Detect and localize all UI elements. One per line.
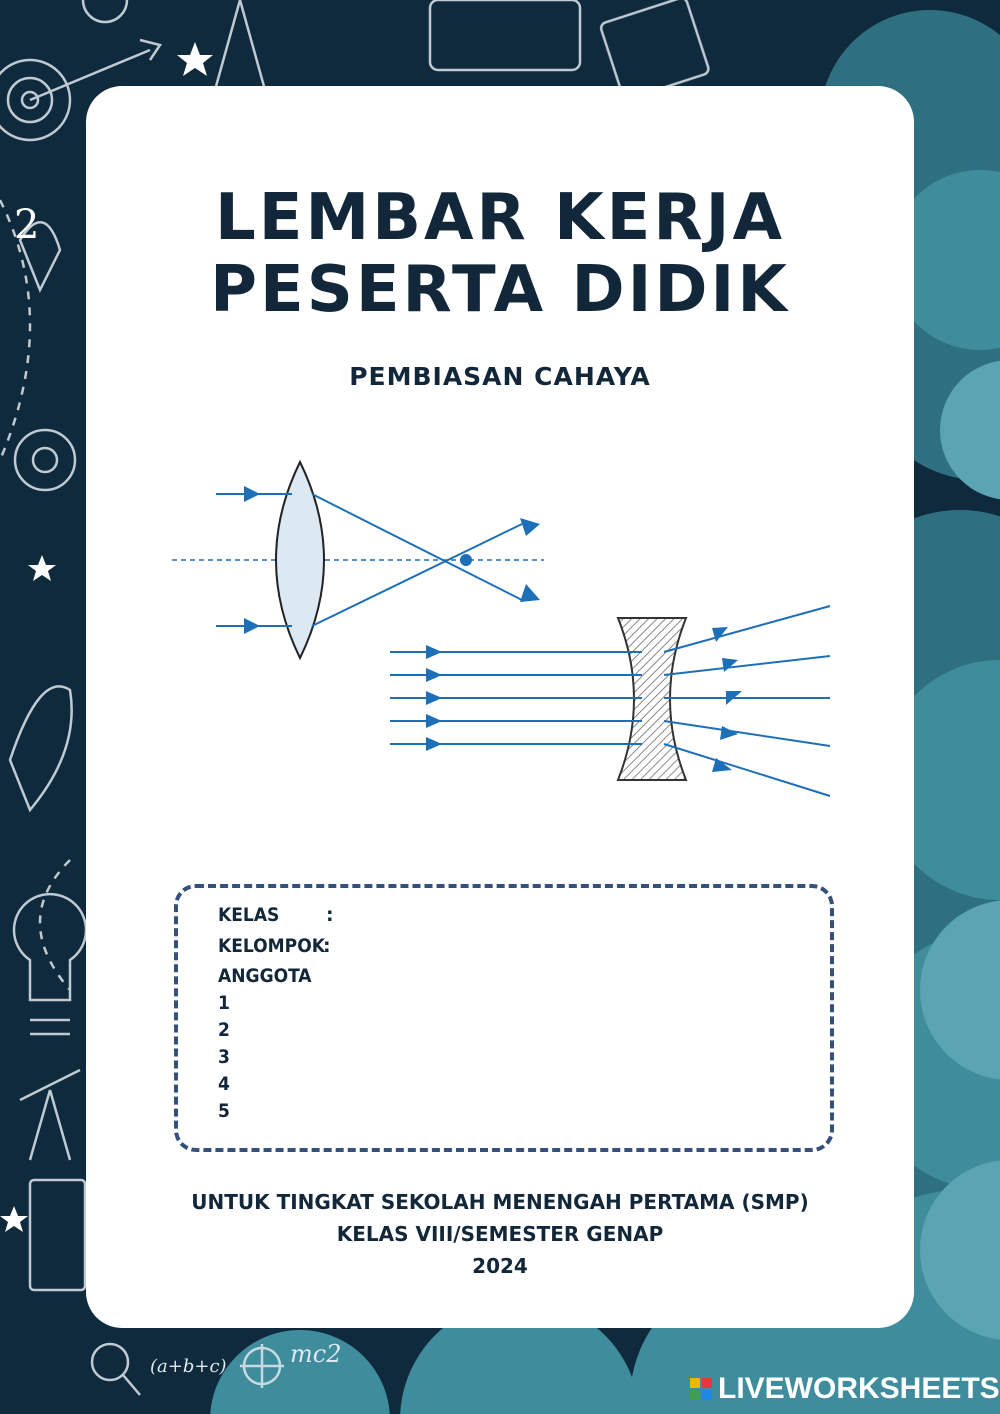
star-icon: [28, 555, 56, 581]
focal-point: [460, 554, 472, 566]
liveworksheets-mark-icon: [690, 1378, 712, 1400]
concave-lens-diagram: [390, 606, 830, 796]
expr-doodle: (a+b+c): [150, 1356, 227, 1377]
telescope-icon: [20, 1070, 80, 1160]
member-number: 1: [218, 992, 230, 1014]
member-number: 5: [218, 1100, 230, 1122]
brand-name: LIVEWORKSHEETS: [718, 1372, 1000, 1405]
refraction-diagram: [86, 86, 914, 846]
member-number: 3: [218, 1046, 230, 1068]
anggota-label: ANGGOTA: [218, 965, 312, 987]
star-icon: [0, 1206, 28, 1232]
kelas-label: KELAS: [218, 904, 280, 926]
concave-arrows: [426, 627, 742, 772]
gear-icon: [15, 430, 75, 490]
book-icon: [30, 1180, 85, 1290]
footer-school-level: UNTUK TINGKAT SEKOLAH MENENGAH PERTAMA (SMP): [191, 1190, 809, 1214]
kelompok-label: KELOMPOK: [218, 935, 325, 957]
kelas-colon: :: [326, 904, 334, 926]
target-icon: [0, 60, 70, 140]
convex-rays: [216, 494, 522, 626]
title-line-2: PESERTA DIDIK: [210, 253, 790, 327]
lightbulb-icon: [14, 894, 86, 1000]
chart-doodle: [430, 0, 580, 70]
cover-card: [86, 86, 914, 1328]
footer-class-semester: KELAS VIII/SEMESTER GENAP: [336, 1222, 664, 1246]
rocket-icon: [10, 686, 72, 810]
convex-lens: [276, 462, 324, 658]
member-number: 2: [218, 1019, 230, 1041]
member-number: 4: [218, 1073, 230, 1095]
star-icon: [177, 42, 213, 76]
formula-doodle: mc2: [290, 1340, 342, 1368]
digit-doodle: 2: [14, 202, 40, 248]
liveworksheets-logo[interactable]: [690, 1372, 1000, 1406]
concave-outgoing-rays: [664, 606, 830, 796]
kelompok-colon: :: [323, 935, 331, 957]
subtitle: PEMBIASAN CAHAYA: [349, 362, 651, 391]
magnifier-icon: [92, 1344, 128, 1380]
footer-year: 2024: [472, 1254, 528, 1278]
title-line-1: LEMBAR KERJA: [215, 181, 785, 255]
convex-lens-diagram: [172, 462, 544, 658]
